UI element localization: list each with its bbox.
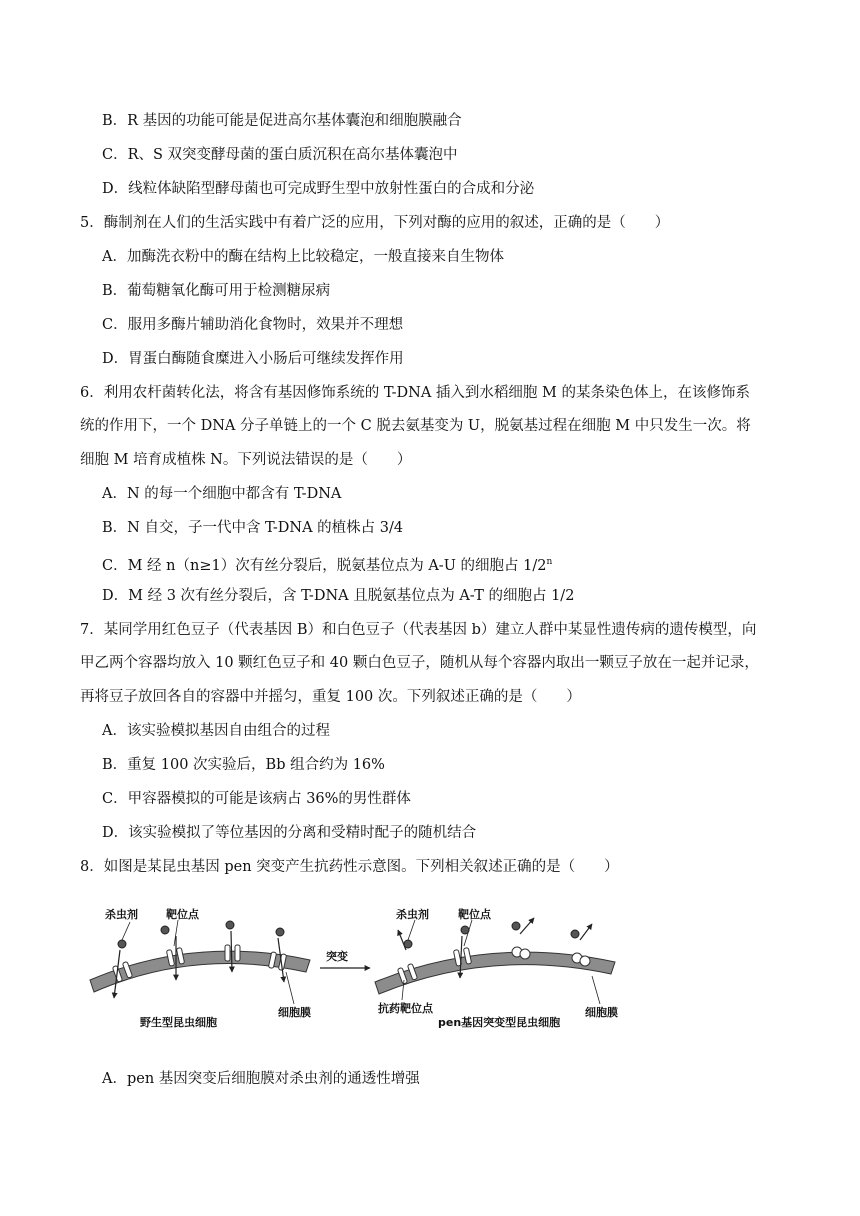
q6-option-d: D．M 经 3 次有丝分裂后，含 T-DNA 且脱氨基位点为 A-T 的细胞占 1/2	[102, 588, 575, 604]
q5-option-b: B．葡萄糖氧化酶可用于检测糖尿病	[102, 283, 331, 299]
pen-mutation-figure	[80, 900, 800, 1050]
q7-stem-line3: 再将豆子放回各自的容器中并摇匀，重复 100 次。下列叙述正确的是（ ）	[80, 689, 581, 705]
q6-option-c	[102, 552, 552, 576]
q8-option-a: A．pen 基因突变后细胞膜对杀虫剂的通透性增强	[102, 1071, 420, 1087]
q7-stem-line1: 7．某同学用红色豆子（代表基因 B）和白色豆子（代表基因 b）建立人群中某显性遗传病的遗传模型，向	[80, 622, 757, 638]
q5-option-d: D．胃蛋白酶随食糜进入小肠后可继续发挥作用	[102, 351, 404, 367]
wildtype-membrane	[90, 951, 310, 992]
q6-option-b: B．N 自交，子一代中含 T-DNA 的植株占 3/4	[102, 520, 404, 536]
q5-option-a: A．加酶洗衣粉中的酶在结构上比较稳定，一般直接来自生物体	[102, 249, 504, 265]
q4-option-b: B．R 基因的功能可能是促进高尔基体囊泡和细胞膜融合	[102, 113, 462, 129]
q6-option-c-superscript: n	[546, 557, 553, 567]
q4-option-d: D．线粒体缺陷型酵母菌也可完成野生型中放射性蛋白的合成和分泌	[102, 181, 535, 197]
q5-stem: 5．酶制剂在人们的生活实践中有着广泛的应用，下列对酶的应用的叙述，正确的是（ ）	[80, 215, 670, 231]
q4-option-c: C．R、S 双突变酵母菌的蛋白质沉积在高尔基体囊泡中	[102, 147, 458, 163]
wildtype-insecticide-label: 杀虫剂	[105, 908, 138, 921]
q7-option-b: B．重复 100 次实验后，Bb 组合约为 16%	[102, 757, 385, 773]
resistant-target-label: 抗药靶位点	[378, 1002, 433, 1015]
insecticide-molecule	[404, 922, 579, 948]
mutant-caption: pen基因突变型昆虫细胞	[438, 1016, 561, 1029]
q6-stem-line2: 统的作用下，一个 DNA 分子单链上的一个 C 脱去氨基变为 U，脱氨基过程在细胞 M 中只发生一次。将	[80, 418, 751, 434]
wildtype-target-label: 靶位点	[166, 908, 199, 921]
q6-option-a: A．N 的每一个细胞中都含有 T-DNA	[102, 486, 342, 502]
q8-stem: 8．如图是某昆虫基因 pen 突变产生抗药性示意图。下列相关叙述正确的是（ ）	[80, 859, 619, 875]
q7-option-a: A．该实验模拟基因自由组合的过程	[102, 723, 330, 739]
q7-option-d: D．该实验模拟了等位基因的分离和受精时配子的随机结合	[102, 825, 477, 841]
mutant-insecticide-label: 杀虫剂	[396, 908, 429, 921]
q6-stem-line1: 6．利用农杆菌转化法，将含有基因修饰系统的 T-DNA 插入到水稻细胞 M 的某条染色体上，在该修饰系	[80, 385, 750, 401]
q6-stem-line3: 细胞 M 培育成植株 N。下列说法错误的是（ ）	[80, 452, 412, 468]
q7-stem-line2: 甲乙两个容器均放入 10 颗红色豆子和 40 颗白色豆子，随机从每个容器内取出一颗豆子放在一起并记录，	[80, 655, 759, 671]
mutation-arrow-label: 突变	[326, 950, 348, 963]
wildtype-caption: 野生型昆虫细胞	[140, 1016, 217, 1029]
wildtype-membrane-label: 细胞膜	[278, 1006, 311, 1019]
insecticide-blocked-arrow	[398, 918, 592, 950]
mutant-target-label: 靶位点	[458, 908, 491, 921]
q6-option-c-text: C．M 经 n（n≥1）次有丝分裂后，脱氨基位点为 A-U 的细胞占 1/2	[102, 557, 547, 574]
mutant-membrane-label: 细胞膜	[585, 1006, 618, 1019]
insecticide-molecule	[118, 921, 284, 948]
q7-option-c: C．甲容器模拟的可能是该病占 36%的男性群体	[102, 791, 411, 807]
q5-option-c: C．服用多酶片辅助消化食物时，效果并不理想	[102, 317, 404, 333]
